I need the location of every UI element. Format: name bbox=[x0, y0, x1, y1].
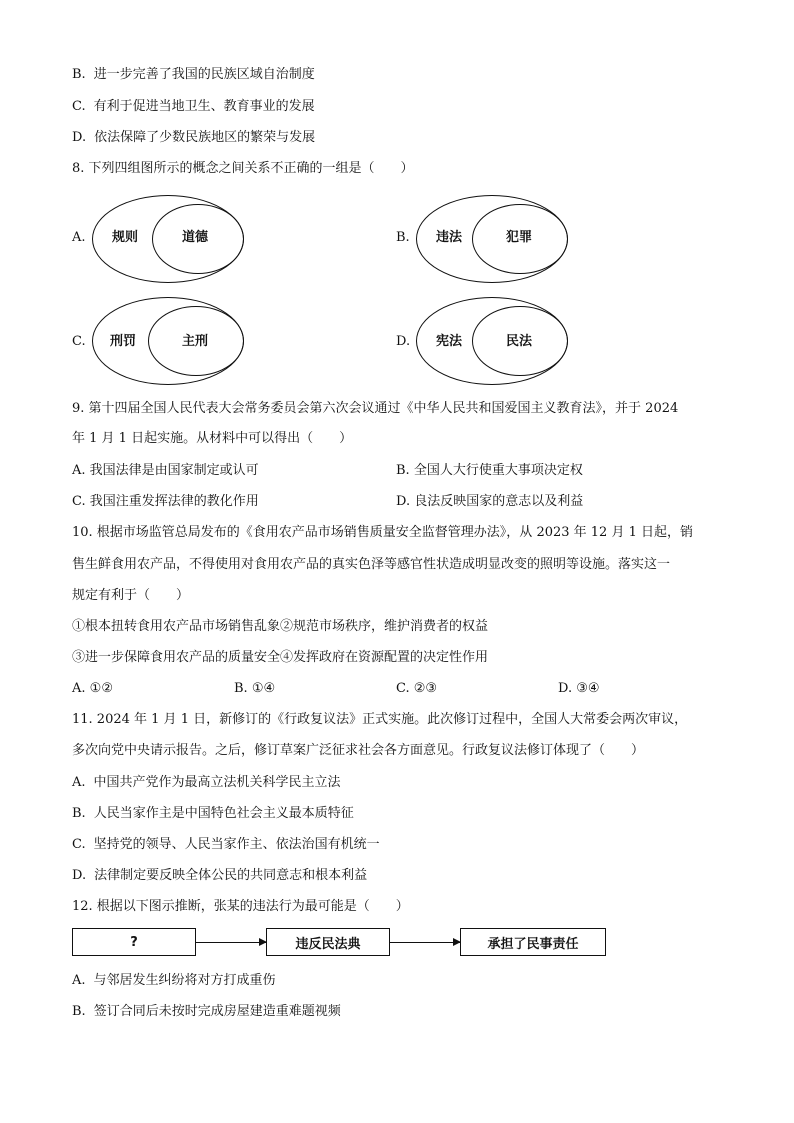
flow-box-violate-civil-code: 违反民法典 bbox=[266, 928, 390, 956]
q10-option-b: B. ①④ bbox=[234, 681, 276, 696]
q11-stem-line2: 多次向党中央请示报告。之后，修订草案广泛征求社会各方面意见。行政复议法修订体现了（ ） bbox=[72, 743, 645, 758]
q10-stem-line2: 售生鲜食用农产品，不得使用对食用农产品的真实色泽等感官性状造成明显改变的照明等设施。落实这一 bbox=[72, 557, 671, 572]
flow-arrow-2 bbox=[390, 942, 460, 943]
inner-concept: 犯罪 bbox=[506, 230, 533, 245]
outer-concept: 违法 bbox=[436, 230, 463, 245]
q9-option-d: D. 良法反映国家的意志以及利益 bbox=[396, 494, 584, 509]
outer-concept: 规则 bbox=[112, 230, 139, 245]
diagram-d-label: D. bbox=[396, 334, 411, 349]
q7-option-c: C. 有利于促进当地卫生、教育事业的发展 bbox=[72, 99, 315, 114]
q8-diagram-b bbox=[396, 195, 576, 285]
q12-option-b: B. 签订合同后未按时完成房屋建造重难题视频 bbox=[72, 1004, 341, 1019]
q10-item-line2: ③进一步保障食用农产品的质量安全④发挥政府在资源配置的决定性作用 bbox=[72, 650, 489, 665]
q8-diagram-a bbox=[72, 195, 252, 285]
q10-stem-line1: 10. 根据市场监管总局发布的《食用农产品市场销售质量安全监督管理办法》，从 2023 年 12 月 1 日起，销 bbox=[72, 525, 693, 540]
flow-box-civil-liability: 承担了民事责任 bbox=[460, 928, 606, 956]
inner-concept: 主刑 bbox=[182, 334, 209, 349]
q9-stem-line2: 年 1 月 1 日起实施。从材料中可以得出（ ） bbox=[72, 431, 353, 446]
q10-option-d: D. ③④ bbox=[558, 681, 600, 696]
q11-option-b: B. 人民当家作主是中国特色社会主义最本质特征 bbox=[72, 806, 354, 821]
inner-concept: 道德 bbox=[182, 230, 209, 245]
q11-stem-line1: 11. 2024 年 1 月 1 日，新修订的《行政复议法》正式实施。此次修订过程中，全国人大常委会两次审议， bbox=[72, 712, 688, 727]
q10-option-a: A. ①② bbox=[72, 681, 113, 696]
outer-concept: 刑罚 bbox=[110, 334, 137, 349]
q9-option-a: A. 我国法律是由国家制定或认可 bbox=[72, 463, 259, 478]
q8-stem: 8. 下列四组图所示的概念之间关系不正确的一组是（ ） bbox=[72, 161, 414, 176]
diagram-b-label: B. bbox=[396, 230, 410, 245]
q11-option-d: D. 法律制定要反映全体公民的共同意志和根本利益 bbox=[72, 868, 368, 883]
q7-option-b: B. 进一步完善了我国的民族区域自治制度 bbox=[72, 67, 315, 82]
diagram-c-label: C. bbox=[72, 334, 86, 349]
q9-stem-line1: 9. 第十四届全国人民代表大会常务委员会第六次会议通过《中华人民共和国爱国主义教育法》，并于 2024 bbox=[72, 401, 679, 416]
flow-box-unknown: ? bbox=[72, 928, 196, 956]
q10-option-c: C. ②③ bbox=[396, 681, 438, 696]
q9-option-b: B. 全国人大行使重大事项决定权 bbox=[396, 463, 583, 478]
q10-item-line1: ①根本扭转食用农产品市场销售乱象②规范市场秩序，维护消费者的权益 bbox=[72, 619, 489, 634]
q8-diagram-d bbox=[396, 297, 576, 387]
flow-arrow-1 bbox=[196, 942, 266, 943]
inner-concept: 民法 bbox=[506, 334, 533, 349]
diagram-a-label: A. bbox=[72, 230, 86, 245]
outer-concept: 宪法 bbox=[436, 334, 463, 349]
q10-stem-line3: 规定有利于（ ） bbox=[72, 588, 190, 603]
q7-option-d: D. 依法保障了少数民族地区的繁荣与发展 bbox=[72, 130, 316, 145]
q12-option-a: A. 与邻居发生纠纷将对方打成重伤 bbox=[72, 973, 276, 988]
q9-option-c: C. 我国注重发挥法律的教化作用 bbox=[72, 494, 259, 509]
q11-option-c: C. 坚持党的领导、人民当家作主、依法治国有机统一 bbox=[72, 837, 380, 852]
q12-stem: 12. 根据以下图示推断，张某的违法行为最可能是（ ） bbox=[72, 899, 409, 914]
q8-diagram-c bbox=[72, 297, 252, 387]
q11-option-a: A. 中国共产党作为最高立法机关科学民主立法 bbox=[72, 775, 341, 790]
